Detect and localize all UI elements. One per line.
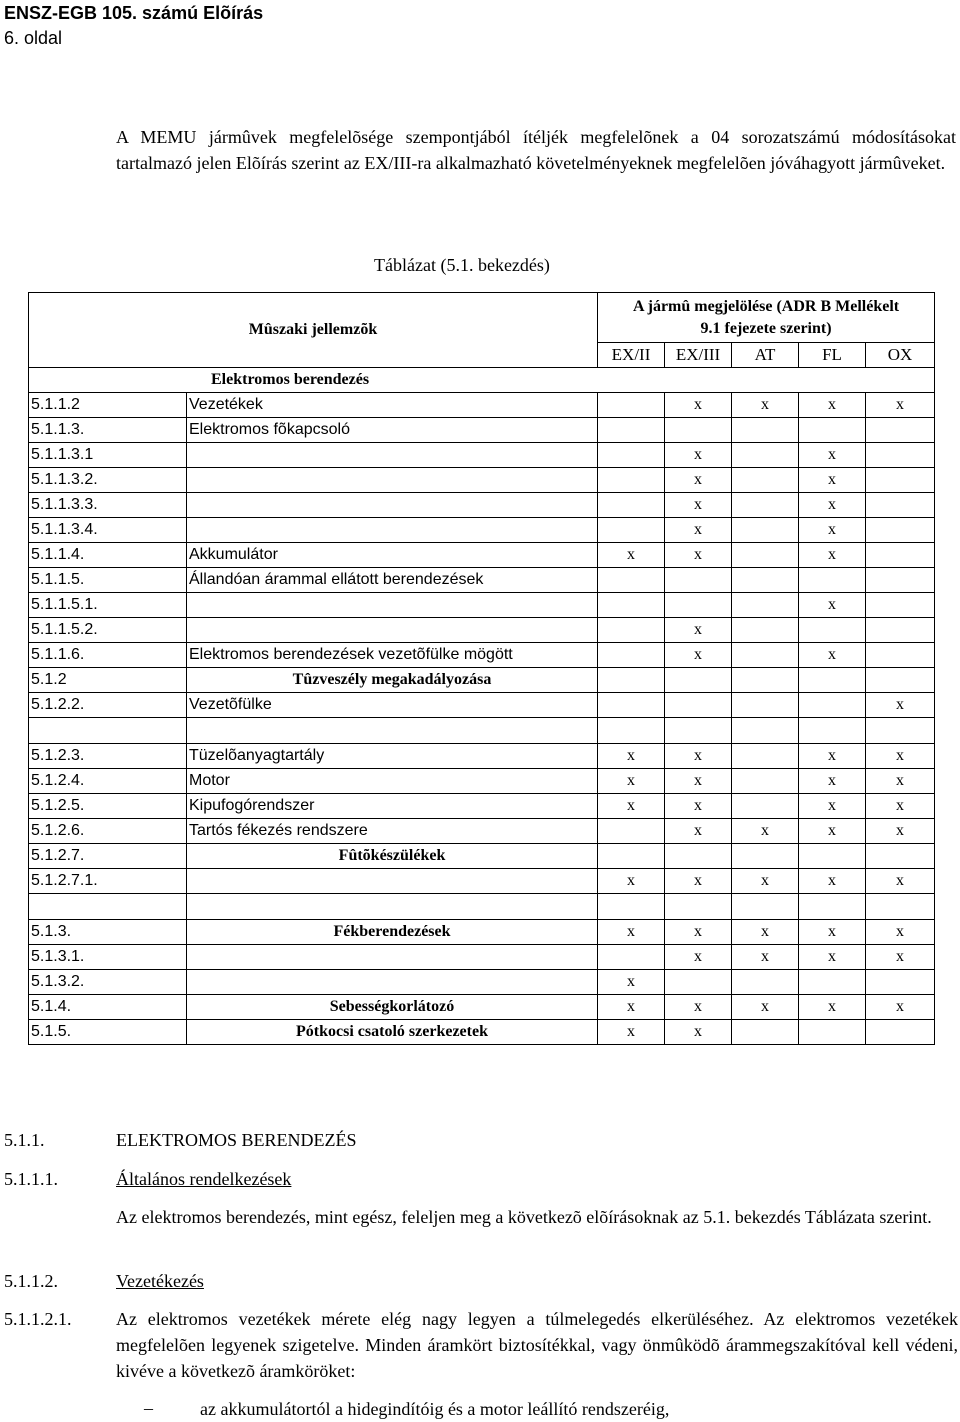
row-mark bbox=[732, 794, 799, 819]
row-mark bbox=[598, 844, 665, 869]
row-mark: x bbox=[665, 744, 732, 769]
col-header-ex2: EX/II bbox=[598, 343, 665, 368]
col-header-fl: FL bbox=[799, 343, 866, 368]
row-mark: x bbox=[799, 794, 866, 819]
row-mark: x bbox=[665, 393, 732, 418]
row-mark bbox=[799, 894, 866, 920]
row-mark bbox=[732, 418, 799, 443]
intro-paragraph: A MEMU jármûvek megfelelõsége szempontjából ítéljék megfelelõnek a 04 sorozatszámú módosításokat tartalmazó jelen Elõírás szerint az EX/III-ra alkalmazható követelményeknek megfelelõen jóváhagyott jármûveket. bbox=[116, 127, 956, 173]
section-5-1-1-title: ELEKTROMOS BERENDEZÉS bbox=[116, 1130, 357, 1150]
row-mark: x bbox=[799, 643, 866, 668]
row-label bbox=[187, 618, 598, 643]
row-mark bbox=[866, 418, 935, 443]
row-mark bbox=[732, 693, 799, 718]
table-blank-row bbox=[29, 894, 935, 920]
row-label bbox=[187, 945, 598, 970]
row-code: 5.1.2 bbox=[29, 668, 187, 693]
row-code: 5.1.2.6. bbox=[29, 819, 187, 844]
table-row bbox=[29, 794, 935, 819]
row-mark bbox=[598, 493, 665, 518]
row-mark bbox=[665, 593, 732, 618]
table-row bbox=[29, 769, 935, 794]
row-mark: x bbox=[799, 744, 866, 769]
row-mark: x bbox=[799, 493, 866, 518]
row-mark bbox=[598, 894, 665, 920]
row-mark bbox=[799, 693, 866, 718]
row-mark: x bbox=[665, 945, 732, 970]
row-mark bbox=[665, 668, 732, 693]
row-mark bbox=[866, 718, 935, 744]
row-mark: x bbox=[799, 769, 866, 794]
row-label: Elektromos berendezések vezetõfülke mögött bbox=[187, 643, 598, 668]
row-code: 5.1.4. bbox=[29, 995, 187, 1020]
row-mark bbox=[598, 668, 665, 693]
row-mark bbox=[866, 568, 935, 593]
section-5-1-1-2-title: Vezetékezés bbox=[116, 1271, 204, 1291]
row-mark: x bbox=[799, 819, 866, 844]
row-code: 5.1.5. bbox=[29, 1020, 187, 1045]
row-mark bbox=[866, 668, 935, 693]
row-mark bbox=[799, 718, 866, 744]
table-row bbox=[29, 618, 935, 643]
row-label: Elektromos fõkapcsoló bbox=[187, 418, 598, 443]
row-mark: x bbox=[598, 543, 665, 568]
row-code: 5.1.3.2. bbox=[29, 970, 187, 995]
row-mark: x bbox=[866, 794, 935, 819]
row-mark: x bbox=[732, 945, 799, 970]
row-code: 5.1.1.3.1 bbox=[29, 443, 187, 468]
row-mark bbox=[732, 769, 799, 794]
row-mark: x bbox=[799, 869, 866, 894]
row-label: Pótkocsi csatoló szerkezetek bbox=[187, 1020, 598, 1045]
row-code: 5.1.2.5. bbox=[29, 794, 187, 819]
row-code bbox=[29, 894, 187, 920]
row-mark bbox=[598, 593, 665, 618]
row-mark: x bbox=[665, 769, 732, 794]
row-mark: x bbox=[866, 869, 935, 894]
row-mark: x bbox=[799, 593, 866, 618]
row-mark bbox=[598, 718, 665, 744]
row-mark: x bbox=[732, 869, 799, 894]
row-mark: x bbox=[866, 819, 935, 844]
row-mark bbox=[799, 418, 866, 443]
row-mark: x bbox=[866, 945, 935, 970]
row-mark bbox=[866, 643, 935, 668]
table-row bbox=[29, 819, 935, 844]
row-mark bbox=[866, 970, 935, 995]
row-mark: x bbox=[866, 744, 935, 769]
row-mark: x bbox=[665, 468, 732, 493]
row-mark bbox=[799, 668, 866, 693]
document-title: ENSZ-EGB 105. számú Elõírás bbox=[4, 3, 264, 23]
row-mark bbox=[732, 468, 799, 493]
row-code: 5.1.2.3. bbox=[29, 744, 187, 769]
row-mark bbox=[598, 643, 665, 668]
row-code: 5.1.1.6. bbox=[29, 643, 187, 668]
row-mark bbox=[665, 718, 732, 744]
row-mark: x bbox=[598, 769, 665, 794]
row-mark: x bbox=[799, 945, 866, 970]
row-label: Fékberendezések bbox=[187, 920, 598, 945]
row-code: 5.1.1.5. bbox=[29, 568, 187, 593]
vehicle-designation-line2: 9.1 fejezete szerint) bbox=[700, 320, 832, 337]
row-mark bbox=[732, 668, 799, 693]
row-mark bbox=[799, 970, 866, 995]
table-row bbox=[29, 493, 935, 518]
row-code: 5.1.2.7.1. bbox=[29, 869, 187, 894]
row-code: 5.1.1.2 bbox=[29, 393, 187, 418]
row-mark: x bbox=[665, 869, 732, 894]
row-label bbox=[187, 593, 598, 618]
row-mark bbox=[732, 894, 799, 920]
row-mark bbox=[732, 1020, 799, 1045]
table-row bbox=[29, 543, 935, 568]
row-mark: x bbox=[665, 794, 732, 819]
section-5-1-1-1-number: 5.1.1.1. bbox=[4, 1169, 58, 1189]
table-row bbox=[29, 568, 935, 593]
row-mark bbox=[598, 819, 665, 844]
row-label: Motor bbox=[187, 769, 598, 794]
row-mark: x bbox=[799, 393, 866, 418]
row-mark: x bbox=[598, 869, 665, 894]
row-mark: x bbox=[665, 443, 732, 468]
row-mark: x bbox=[866, 393, 935, 418]
row-mark bbox=[732, 970, 799, 995]
row-mark bbox=[732, 593, 799, 618]
table-row bbox=[29, 1020, 935, 1045]
row-mark: x bbox=[598, 995, 665, 1020]
row-mark bbox=[598, 418, 665, 443]
row-label bbox=[187, 718, 598, 744]
row-mark: x bbox=[665, 819, 732, 844]
row-code: 5.1.1.3.2. bbox=[29, 468, 187, 493]
row-code: 5.1.2.7. bbox=[29, 844, 187, 869]
row-code: 5.1.1.3.3. bbox=[29, 493, 187, 518]
row-code: 5.1.1.5.1. bbox=[29, 593, 187, 618]
row-mark bbox=[732, 543, 799, 568]
table-row bbox=[29, 443, 935, 468]
technical-characteristics-header: Mûszaki jellemzõk bbox=[29, 293, 598, 368]
row-mark: x bbox=[665, 643, 732, 668]
row-mark bbox=[799, 1020, 866, 1045]
row-mark bbox=[866, 518, 935, 543]
row-mark: x bbox=[732, 819, 799, 844]
row-mark bbox=[665, 693, 732, 718]
table-row bbox=[29, 468, 935, 493]
row-mark: x bbox=[799, 920, 866, 945]
row-mark bbox=[732, 618, 799, 643]
row-label bbox=[187, 894, 598, 920]
row-mark: x bbox=[598, 920, 665, 945]
col-header-at: AT bbox=[732, 343, 799, 368]
row-label: Fûtõkészülékek bbox=[187, 844, 598, 869]
table-row bbox=[29, 668, 935, 693]
vehicle-designation-header bbox=[598, 293, 935, 343]
dash-bullet: – bbox=[144, 1398, 153, 1418]
row-mark bbox=[732, 568, 799, 593]
row-mark: x bbox=[866, 995, 935, 1020]
row-mark: x bbox=[598, 970, 665, 995]
row-mark bbox=[799, 568, 866, 593]
section-5-1-1-1-text: Az elektromos berendezés, mint egész, feleljen meg a következõ elõírásoknak az 5.1. bekezdés Táblázata szerint. bbox=[116, 1207, 932, 1227]
section-5-1-1-2-number: 5.1.1.2. bbox=[4, 1271, 58, 1291]
row-label: Tûzveszély megakadályozása bbox=[187, 668, 598, 693]
row-mark bbox=[598, 393, 665, 418]
section-5-1-1-1-title: Általános rendelkezések bbox=[116, 1169, 292, 1189]
section-5-1-1-2-1-text: Az elektromos vezetékek mérete elég nagy legyen a túlmelegedés elkerüléséhez. Az elektromos vezetékek megfelelõen legyenek szigetelve. Minden áramkört biztosítékkal, vagy önmûködõ árammegszakítóval kell védeni, kivéve a következõ áramköröket: bbox=[116, 1309, 958, 1381]
row-code: 5.1.2.2. bbox=[29, 693, 187, 718]
table-caption: Táblázat (5.1. bekezdés) bbox=[374, 255, 550, 275]
dash-item-text: az akkumulátortól a hidegindítóig és a motor leállító rendszeréig, bbox=[200, 1399, 670, 1419]
row-mark bbox=[866, 618, 935, 643]
table-row bbox=[29, 693, 935, 718]
row-label: Vezetékek bbox=[187, 393, 598, 418]
row-mark: x bbox=[866, 769, 935, 794]
page-number: 6. oldal bbox=[4, 28, 63, 48]
table-row bbox=[29, 593, 935, 618]
row-mark bbox=[598, 618, 665, 643]
row-code bbox=[29, 718, 187, 744]
table-row bbox=[29, 920, 935, 945]
row-label bbox=[187, 869, 598, 894]
row-mark: x bbox=[866, 920, 935, 945]
row-label: Tartós fékezés rendszere bbox=[187, 819, 598, 844]
row-mark: x bbox=[665, 1020, 732, 1045]
table-blank-row bbox=[29, 718, 935, 744]
row-mark bbox=[598, 693, 665, 718]
row-mark bbox=[732, 493, 799, 518]
row-mark bbox=[598, 568, 665, 593]
vehicle-designation-line1: A jármû megjelölése (ADR B Mellékelt bbox=[632, 298, 900, 315]
row-mark bbox=[732, 443, 799, 468]
table-row bbox=[29, 995, 935, 1020]
row-mark: x bbox=[598, 794, 665, 819]
row-label: Kipufogórendszer bbox=[187, 794, 598, 819]
row-mark: x bbox=[799, 443, 866, 468]
row-mark bbox=[598, 945, 665, 970]
row-code: 5.1.1.4. bbox=[29, 543, 187, 568]
row-mark: x bbox=[665, 493, 732, 518]
row-label bbox=[187, 443, 598, 468]
row-mark bbox=[866, 493, 935, 518]
row-mark bbox=[866, 894, 935, 920]
row-label bbox=[187, 518, 598, 543]
row-code: 5.1.2.4. bbox=[29, 769, 187, 794]
row-label: Akkumulátor bbox=[187, 543, 598, 568]
row-mark bbox=[732, 518, 799, 543]
row-mark bbox=[866, 543, 935, 568]
table-row bbox=[29, 518, 935, 543]
row-mark bbox=[665, 418, 732, 443]
row-mark bbox=[665, 894, 732, 920]
row-mark: x bbox=[799, 995, 866, 1020]
row-mark: x bbox=[799, 543, 866, 568]
row-mark: x bbox=[665, 543, 732, 568]
row-mark: x bbox=[732, 920, 799, 945]
row-label: Vezetõfülke bbox=[187, 693, 598, 718]
row-mark: x bbox=[665, 618, 732, 643]
row-mark bbox=[732, 744, 799, 769]
col-header-ex3: EX/III bbox=[665, 343, 732, 368]
table-row bbox=[29, 744, 935, 769]
row-mark bbox=[799, 844, 866, 869]
row-mark bbox=[732, 643, 799, 668]
row-mark: x bbox=[598, 744, 665, 769]
row-label bbox=[187, 493, 598, 518]
row-mark: x bbox=[665, 995, 732, 1020]
row-mark bbox=[866, 844, 935, 869]
row-label: Állandóan árammal ellátott berendezések bbox=[187, 568, 598, 593]
table-row bbox=[29, 844, 935, 869]
row-mark bbox=[866, 1020, 935, 1045]
table-row bbox=[29, 418, 935, 443]
row-code: 5.1.3.1. bbox=[29, 945, 187, 970]
section-5-1-1-2-1-number: 5.1.1.2.1. bbox=[4, 1309, 72, 1329]
row-mark bbox=[665, 568, 732, 593]
row-mark bbox=[665, 844, 732, 869]
row-mark: x bbox=[732, 995, 799, 1020]
row-mark: x bbox=[598, 1020, 665, 1045]
row-code: 5.1.1.3.4. bbox=[29, 518, 187, 543]
requirements-table bbox=[28, 292, 935, 1045]
row-mark bbox=[732, 718, 799, 744]
row-mark bbox=[598, 468, 665, 493]
row-mark bbox=[866, 593, 935, 618]
table-row bbox=[29, 869, 935, 894]
row-label bbox=[187, 468, 598, 493]
row-label: Tüzelõanyagtartály bbox=[187, 744, 598, 769]
table-row bbox=[29, 643, 935, 668]
row-mark bbox=[598, 443, 665, 468]
row-mark bbox=[866, 443, 935, 468]
row-mark bbox=[799, 618, 866, 643]
row-mark bbox=[866, 468, 935, 493]
section-5-1-1-number: 5.1.1. bbox=[4, 1130, 45, 1150]
row-mark: x bbox=[665, 518, 732, 543]
row-mark bbox=[732, 844, 799, 869]
row-mark: x bbox=[799, 468, 866, 493]
row-mark bbox=[598, 518, 665, 543]
row-mark bbox=[665, 970, 732, 995]
row-label: Sebességkorlátozó bbox=[187, 995, 598, 1020]
section-electrical-header: Elektromos berendezés bbox=[29, 368, 935, 393]
table-row bbox=[29, 393, 935, 418]
row-mark: x bbox=[866, 693, 935, 718]
row-code: 5.1.3. bbox=[29, 920, 187, 945]
row-mark: x bbox=[665, 920, 732, 945]
col-header-ox: OX bbox=[866, 343, 935, 368]
row-label bbox=[187, 970, 598, 995]
row-mark: x bbox=[799, 518, 866, 543]
row-mark: x bbox=[732, 393, 799, 418]
row-code: 5.1.1.3. bbox=[29, 418, 187, 443]
table-row bbox=[29, 970, 935, 995]
table-row bbox=[29, 945, 935, 970]
row-code: 5.1.1.5.2. bbox=[29, 618, 187, 643]
